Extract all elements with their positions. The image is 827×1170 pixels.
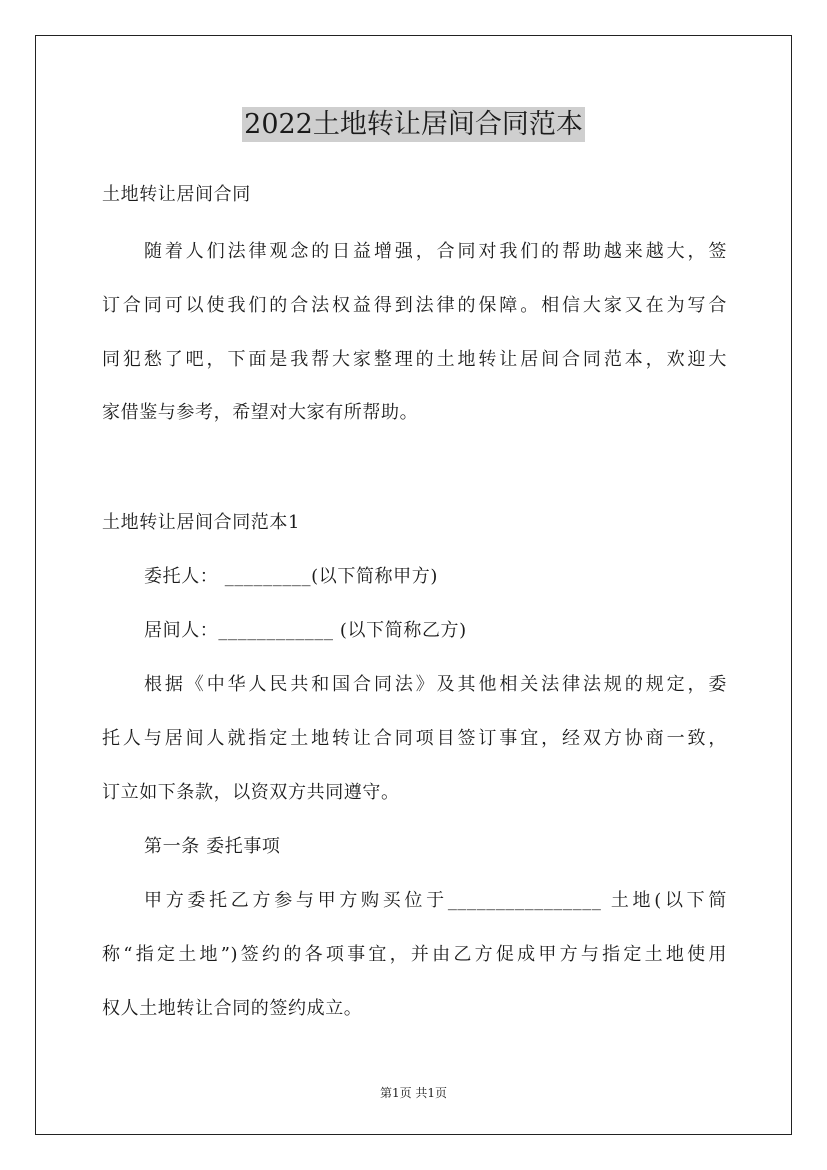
article-line: 权人土地转让合同的签约成立。 [102, 998, 363, 1019]
basis-line: 根据《中华人民共和国合同法》及其他相关法律法规的规定，委 [144, 674, 727, 695]
document-title-wrap [0, 102, 827, 141]
intro-line: 同犯愁了吧，下面是我帮大家整理的土地转让居间合同范本，欢迎大 [102, 349, 727, 370]
article-line: 甲方委托乙方参与甲方购买位于________________ 土地(以下简 [144, 890, 727, 911]
article-line: 称“指定土地”)签约的各项事宜，并由乙方促成甲方与指定土地使用 [102, 944, 727, 965]
document-subtitle: 土地转让居间合同 [102, 184, 251, 205]
intro-line: 家借鉴与参考，希望对大家有所帮助。 [102, 402, 419, 423]
intro-line: 订合同可以使我们的合法权益得到法律的保障。相信大家又在为写合 [102, 295, 727, 316]
party-a-line: 委托人： _________(以下简称甲方) [144, 566, 438, 587]
party-b-line: 居间人：____________ (以下简称乙方) [144, 620, 467, 641]
page-number: 第1页 共1页 [379, 1086, 448, 1100]
document-title: 2022土地转让居间合同范本 [244, 109, 583, 140]
intro-line: 随着人们法律观念的日益增强，合同对我们的帮助越来越大，签 [144, 241, 727, 262]
basis-line: 订立如下条款，以资双方共同遵守。 [102, 782, 400, 803]
basis-line: 托人与居间人就指定土地转让合同项目签订事宜，经双方协商一致， [102, 728, 727, 749]
article-title: 第一条 委托事项 [144, 836, 281, 857]
section-title: 土地转让居间合同范本1 [102, 512, 301, 533]
